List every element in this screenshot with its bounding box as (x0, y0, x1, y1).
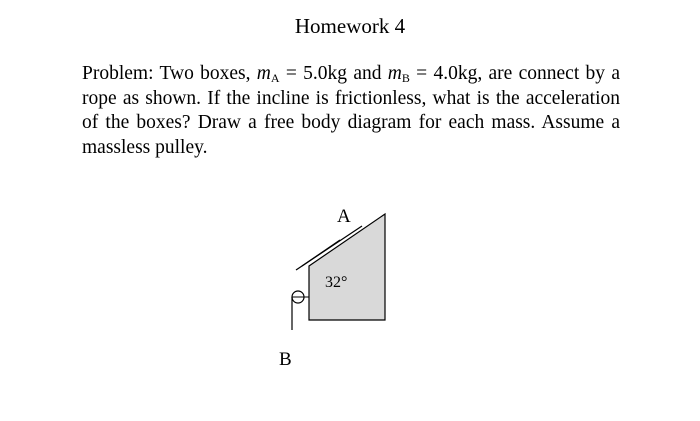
angle-label: 32° (325, 274, 348, 291)
mass-b-symbol: m (387, 63, 402, 84)
mass-a-subscript: A (270, 71, 280, 85)
problem-body: = 4.0kg, are connect by a rope as shown. If the incline is frictionless, what is the acceleration of the boxes? Draw a free body diagram for each mass. Assume a massless pulley. (82, 63, 621, 158)
problem-lead: Problem: Two boxes, (82, 63, 257, 84)
incline-wedge (309, 214, 385, 320)
label-box-a: A (337, 206, 351, 227)
mass-b-subscript: B (401, 71, 410, 85)
mass-a-symbol: m (256, 63, 271, 84)
label-box-b: B (279, 349, 292, 370)
page-title: Homework 4 (294, 14, 406, 38)
mass-a-value: = 5.0kg and (279, 63, 388, 84)
